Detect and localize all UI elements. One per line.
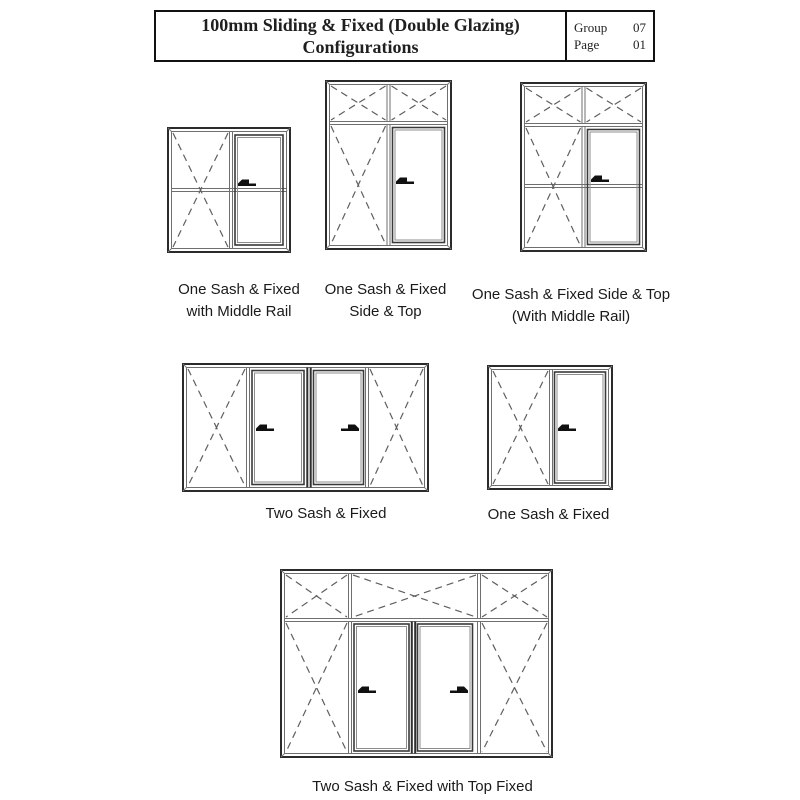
sash-panel (354, 624, 409, 751)
window-frame (521, 83, 646, 251)
caption-one-sash-fixed: One Sash & Fixed (487, 506, 610, 523)
group-row (574, 19, 646, 36)
group-value: 07 (633, 20, 646, 35)
page-value: 01 (633, 37, 646, 52)
top-fixed-panel (526, 88, 641, 122)
sash-handle-right-icon (341, 425, 359, 432)
sash-handle-left-icon (238, 180, 256, 187)
caption-two-sash-fixed: Two Sash & Fixed (265, 505, 387, 522)
window-frame (183, 364, 428, 491)
sash-panel (314, 371, 364, 485)
fixed-panel (493, 371, 548, 484)
fixed-panel (188, 369, 245, 486)
sash-handle-right-icon (450, 687, 468, 694)
sash-handle-left-icon (358, 687, 376, 694)
page-row (574, 36, 646, 53)
title-block (154, 10, 655, 62)
caption-one-sash-fixed-side-top-middle-rail: One Sash & Fixed Side & Top (With Middle Rail) (471, 286, 671, 325)
caption-one-sash-fixed-with-middle-rail: One Sash & Fixed with Middle Rail (178, 281, 300, 320)
page-label: Page (574, 37, 600, 52)
top-fixed-panel (331, 86, 446, 120)
sash-panel (393, 128, 445, 243)
sash-handle-left-icon (396, 178, 414, 185)
fixed-panel (286, 623, 347, 752)
sash-handle-left-icon (591, 176, 609, 183)
sash-handle-left-icon (558, 425, 576, 432)
sash-panel (418, 624, 473, 751)
fixed-panel (482, 623, 547, 752)
diagram-two-sash-fixed (182, 363, 429, 492)
page-title-line1: 100mm Sliding & Fixed (Double Glazing) (201, 15, 520, 35)
window-frame (488, 366, 612, 489)
fixed-panel (173, 133, 228, 247)
diagram-one-sash-fixed (487, 365, 613, 490)
group-page-cell (567, 12, 653, 60)
caption-one-sash-fixed-side-top: One Sash & Fixed Side & Top (324, 281, 447, 320)
page-title-line2: Configurations (302, 37, 419, 57)
diagram-one-sash-fixed-with-middle-rail (167, 127, 291, 253)
sash-handle-left-icon (256, 425, 274, 432)
diagram-one-sash-fixed-side-top-middle-rail (520, 82, 647, 252)
diagram-two-sash-fixed-top-fixed (280, 569, 553, 758)
diagram-one-sash-fixed-side-top (325, 80, 452, 250)
sash-panel (555, 372, 606, 483)
window-frame (326, 81, 451, 249)
top-fixed-panel (286, 575, 547, 617)
fixed-panel (331, 126, 386, 244)
page-title (156, 12, 567, 60)
group-label: Group (574, 20, 608, 35)
sash-panel (235, 135, 283, 245)
sash-panel (252, 371, 304, 485)
fixed-panel (370, 369, 423, 486)
caption-two-sash-fixed-top-fixed: Two Sash & Fixed with Top Fixed (312, 778, 533, 795)
window-frame (168, 128, 290, 252)
